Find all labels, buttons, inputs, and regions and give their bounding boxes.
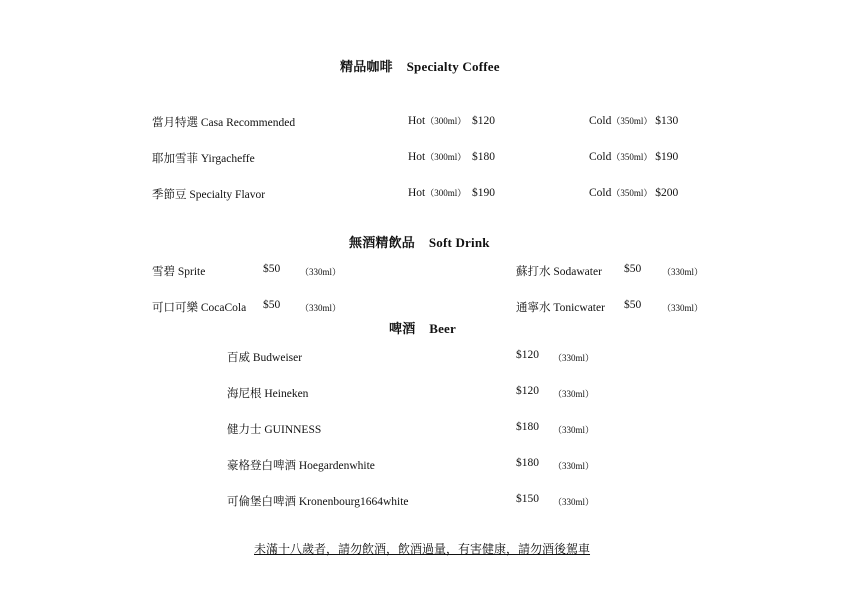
beer-item-price: $180 — [516, 421, 539, 433]
beer-title-en: Beer — [429, 321, 456, 336]
cold-label: Cold — [589, 187, 612, 199]
soft-item-price: $50 — [624, 299, 642, 311]
soft-item-name: 雪碧 Sprite — [152, 266, 206, 278]
beer-item-size: （330ml） — [553, 461, 595, 471]
beer-item-price: $120 — [516, 385, 539, 397]
beer-item-price: $150 — [516, 493, 539, 505]
cold-size: （350ml） — [611, 188, 653, 198]
cold-label: Cold — [589, 115, 612, 127]
coffee-hot-price — [408, 150, 495, 163]
coffee-item-name: 耶加雪菲 Yirgacheffe — [152, 153, 255, 165]
soft-item-price: $50 — [263, 263, 281, 275]
cold-price-value: $130 — [655, 115, 679, 127]
soft-item-price: $50 — [263, 299, 281, 311]
beer-item-price: $180 — [516, 457, 539, 469]
hot-size: （300ml） — [425, 116, 467, 126]
beer-item-price: $120 — [516, 349, 539, 361]
beer-title-zh: 啤酒 — [389, 321, 416, 336]
soft-title-zh: 無酒精飲品 — [349, 235, 416, 250]
soft-item-size: （330ml） — [662, 303, 704, 313]
coffee-item-name: 季節豆 Specialty Flavor — [152, 189, 266, 201]
soft-item-name: 通寧水 Tonicwater — [516, 302, 605, 314]
coffee-title-en: Specialty Coffee — [406, 59, 500, 74]
coffee-item-name: 當月特選 Casa Recommended — [152, 117, 296, 129]
soft-section-title — [349, 232, 490, 251]
beer-item-name: 可倫堡白啤酒 Kronenbourg1664white — [227, 496, 409, 508]
soft-item-name: 蘇打水 Sodawater — [516, 266, 602, 278]
cold-price-value: $190 — [655, 151, 679, 163]
beer-item-size: （330ml） — [553, 425, 595, 435]
hot-price-value: $180 — [472, 151, 496, 163]
hot-price-value: $120 — [472, 115, 496, 127]
hot-price-value: $190 — [472, 187, 496, 199]
soft-item-price: $50 — [624, 263, 642, 275]
hot-label: Hot — [408, 187, 426, 199]
beer-section-title — [389, 318, 456, 337]
hot-label: Hot — [408, 115, 426, 127]
soft-title-en: Soft Drink — [428, 235, 490, 250]
coffee-title-zh: 精品咖啡 — [340, 59, 393, 74]
beer-item-size: （330ml） — [553, 353, 595, 363]
beer-item-name: 健力士 GUINNESS — [227, 424, 322, 436]
coffee-section-title — [340, 56, 500, 75]
alcohol-warning-note: 未滿十八歲者，請勿飲酒，飲酒過量，有害健康，請勿酒後駕車 — [254, 542, 591, 556]
cold-size: （350ml） — [611, 152, 653, 162]
coffee-cold-price — [589, 150, 678, 163]
cold-size: （350ml） — [611, 116, 653, 126]
cold-price-value: $200 — [655, 187, 679, 199]
beer-item-size: （330ml） — [553, 497, 595, 507]
beer-item-name: 百威 Budweiser — [227, 352, 303, 364]
soft-item-name: 可口可樂 CocaCola — [152, 302, 247, 314]
cold-label: Cold — [589, 151, 612, 163]
beer-item-size: （330ml） — [553, 389, 595, 399]
soft-item-size: （330ml） — [662, 267, 704, 277]
soft-item-size: （330ml） — [300, 267, 342, 277]
hot-label: Hot — [408, 151, 426, 163]
hot-size: （300ml） — [425, 188, 467, 198]
coffee-hot-price — [408, 186, 495, 199]
coffee-cold-price — [589, 186, 678, 199]
hot-size: （300ml） — [425, 152, 467, 162]
beer-item-name: 豪格登白啤酒 Hoegardenwhite — [227, 460, 375, 472]
soft-item-size: （330ml） — [300, 303, 342, 313]
coffee-hot-price — [408, 114, 495, 127]
beer-item-name: 海尼根 Heineken — [227, 388, 309, 400]
coffee-cold-price — [589, 114, 678, 127]
